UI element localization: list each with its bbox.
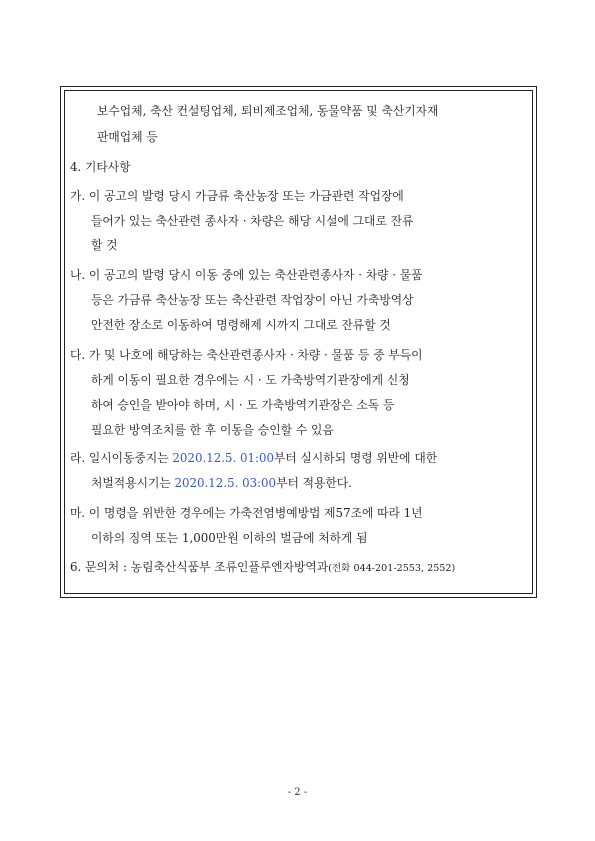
page-number: - 2 - <box>287 787 308 798</box>
section-4-heading: 4. 기타사항 <box>70 160 131 174</box>
contact-label: 6. 문의처 : 농림축산식품부 조류인플루엔자방역과 <box>70 560 329 574</box>
item-ra-line-2 <box>91 476 352 491</box>
item-da-line-2: 하게 이동이 필요한 경우에는 시 · 도 가축방역기관장에게 신청 <box>91 373 410 387</box>
top-item-line-1: 보수업체, 축산 컨설팅업체, 퇴비제조업체, 동물약품 및 축산기자재 <box>97 104 439 118</box>
item-ra-line-1-suffix: 부터 실시하되 명령 위반에 대한 <box>273 451 438 465</box>
item-na-line-3: 안전한 장소로 이동하여 명령해제 시까지 그대로 잔류할 것 <box>91 318 391 332</box>
item-ga-line-2: 들어가 있는 축산관련 종사자 · 차량은 해당 시설에 그대로 잔류 <box>91 214 414 228</box>
item-ma-line-1: 마. 이 명령을 위반한 경우에는 가축전염병예방법 제57조에 따라 1년 <box>70 506 423 520</box>
item-da-line-4: 필요한 방역조치를 한 후 이동을 승인할 수 있음 <box>91 423 334 437</box>
item-ra-line-2-suffix: 부터 적용한다. <box>276 476 352 490</box>
top-item-line-2: 판매업체 등 <box>97 130 158 144</box>
notice-frame <box>60 86 537 598</box>
item-ra-line-2-prefix: 처벌적용시기는 <box>91 476 175 490</box>
item-da-line-3: 하여 승인을 받아야 하며, 시 · 도 가축방역기관장은 소독 등 <box>91 398 395 412</box>
penalty-start-datetime: 2020.12.5. 03:00 <box>174 476 277 490</box>
item-ga-line-1: 가. 이 공고의 발령 당시 가금류 축산농장 또는 가금관련 작업장에 <box>70 189 404 203</box>
item-ra-line-1-prefix: 라. 일시이동중지는 <box>70 451 173 465</box>
item-da-line-1: 다. 가 및 나호에 해당하는 축산관련종사자 · 차량 · 물품 등 중 부득이 <box>70 348 423 362</box>
suspension-start-datetime: 2020.12.5. 01:00 <box>172 451 274 465</box>
item-ga-line-3: 할 것 <box>91 238 118 252</box>
item-na-line-1: 나. 이 공고의 발령 당시 이동 중에 있는 축산관련종사자 · 차량 · 물품 <box>70 268 423 282</box>
item-ma-line-2: 이하의 징역 또는 1,000만원 이하의 벌금에 처하게 됨 <box>91 531 368 545</box>
section-6-contact <box>70 560 455 576</box>
item-ra-line-1 <box>70 451 437 466</box>
item-na-line-2: 등은 가금류 축산농장 또는 축산관련 작업장이 아닌 가축방역상 <box>91 293 414 307</box>
contact-phone: (전화 044-201-2553, 2552) <box>328 563 456 574</box>
